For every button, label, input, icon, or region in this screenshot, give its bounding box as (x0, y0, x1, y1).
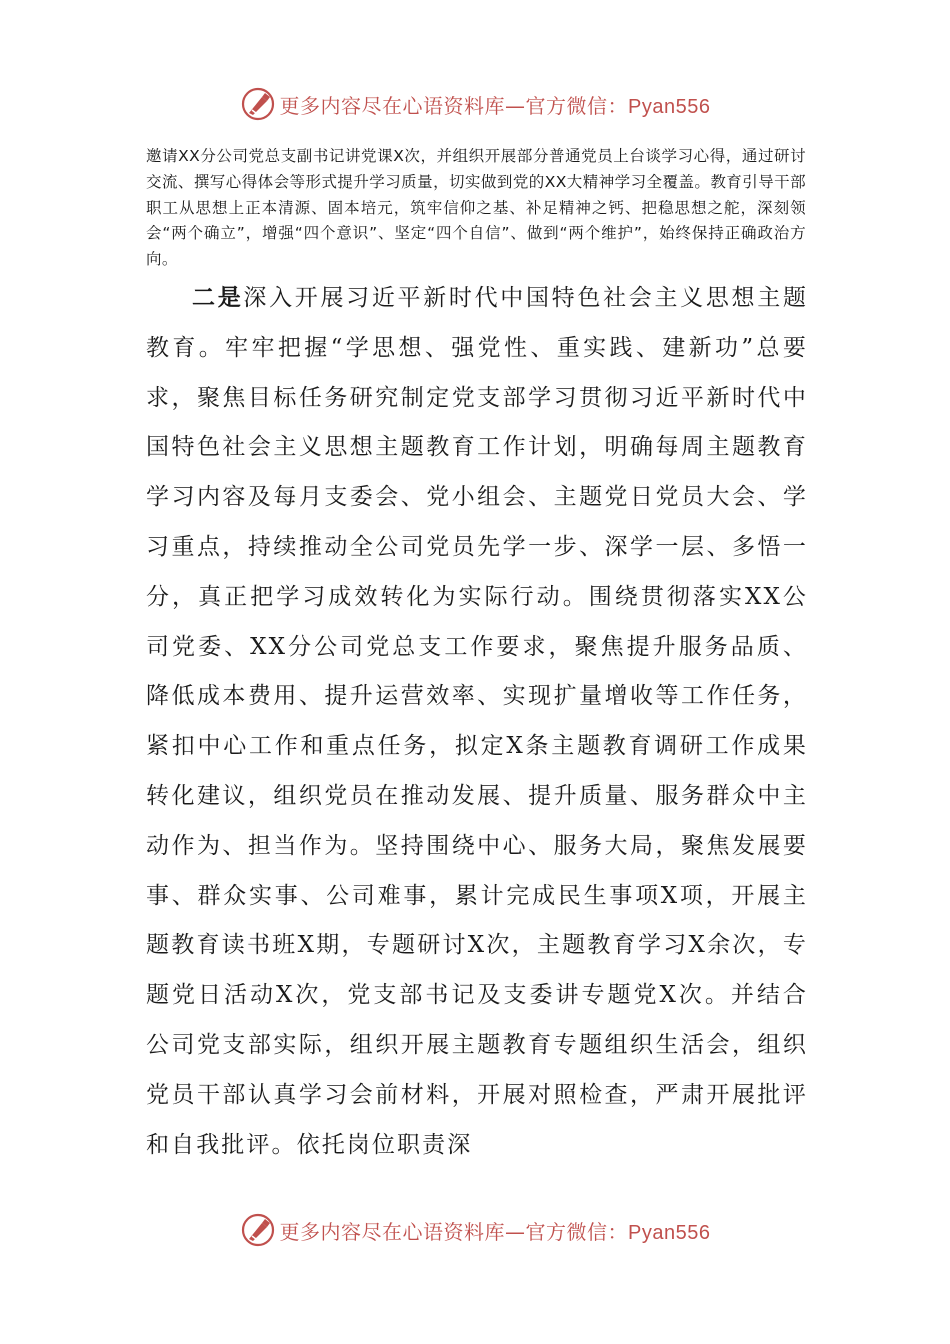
footer-banner (0, 1208, 950, 1252)
intro-paragraph: 邀请XX分公司党总支副书记讲党课X次，并组织开展部分普通党员上台谈学习心得，通过研讨交流、撰写心得体会等形式提升学习质量，切实做到党的XX大精神学习全覆盖。教育引导干部职工从思想上正本清源、固本培元，筑牢信仰之基、补足精神之钙、把稳思想之舵，深刻领会“两个确立”，增强“四个意识”、坚定“四个自信”、做到“两个维护”，始终保持正确政治方向。 (146, 147, 806, 269)
header-banner (0, 82, 950, 126)
banner-text: 更多内容尽在心语资料库—官方微信：Pyan556 (279, 1219, 711, 1244)
paragraph-body: 深入开展习近平新时代中国特色社会主义思想主题教育。牢牢把握“学思想、强党性、重实践、建新功”总要求，聚焦目标任务研究制定党支部学习贯彻习近平新时代中国特色社会主义思想主题教育工作计划，明确每周主题教育学习内容及每月支委会、党小组会、主题党日党员大会、学习重点，持续推动全公司党员先学一步、深学一层、多悟一分，真正把学习成效转化为实际行动。围绕贯彻落实XX公司党委、XX分公司党总支工作要求，聚焦提升服务品质、降低成本费用、提升运营效率、实现扩量增收等工作任务，紧扣中心工作和重点任务，拟定X条主题教育调研工作成果转化建议，组织党员在推动发展、提升质量、服务群众中主动作为、担当作为。坚持围绕中心、服务大局，聚焦发展要事、群众实事、公司难事，累计完成民生事项X项，开展主题教育读书班X期，专题研讨X次，主题教育学习X余次，专题党日活动X次，党支部书记及支委讲专题党X次。并结合公司党支部实际，组织开展主题教育专题组织生活会，组织党员干部认真学习会前材料，开展对照检查，严肃开展批评和自我批评。依托岗位职责深 (146, 285, 809, 1158)
pen-nib-logo-icon (240, 86, 276, 122)
pen-nib-logo-icon (240, 1212, 276, 1248)
main-paragraph (146, 274, 808, 1170)
banner-text: 更多内容尽在心语资料库—官方微信：Pyan556 (279, 93, 711, 118)
paragraph-lead: 二是 (192, 285, 244, 311)
